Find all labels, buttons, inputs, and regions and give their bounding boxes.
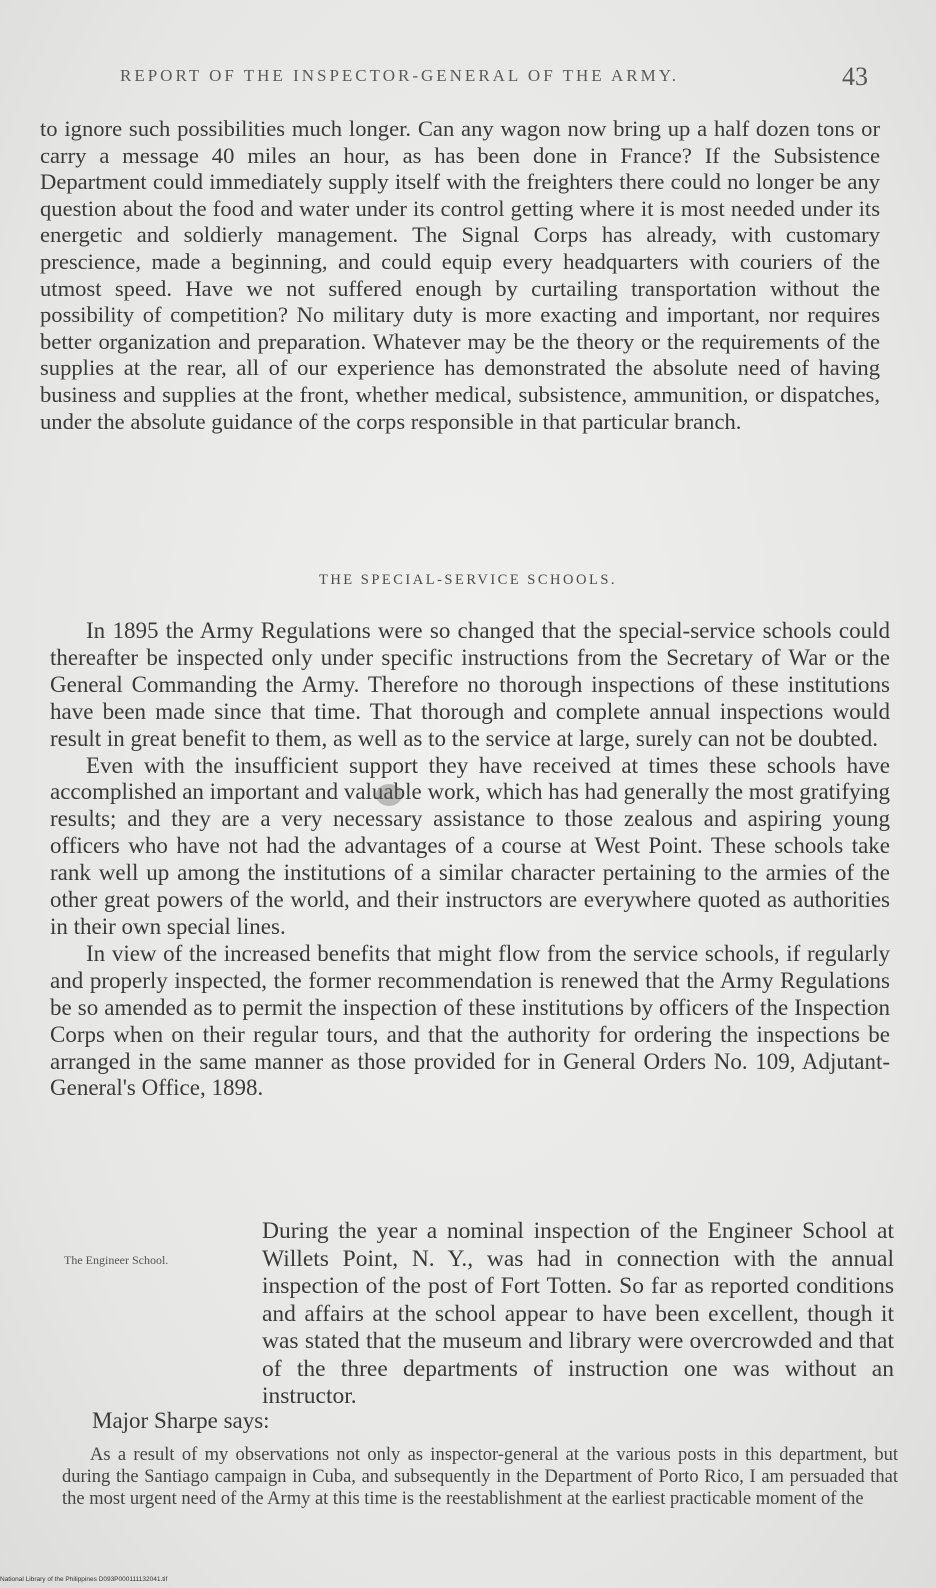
paragraph: Even with the insufficient support they have received at times these schools have accomplished an important and valuable work, which has had generally the most gratifying results; and they are a very necessary assistance to those zealous and aspiring young officers who have not had the advantages of a course at West Point. These schools take rank well up among the institutions of a similar character pertaining to the armies of the other great powers of the world, and their instructors are everywhere quoted as authorities in their own special lines. <box>50 752 890 939</box>
paragraph: During the year a nominal inspection of the Engineer School at Willets Point, N. Y., was had in connection with the annual inspection of the post of Fort Totten. So far as reported conditions and affairs at the school appear to have been excellent, though it was stated that the museum and library were overcrowded and that of the three departments of instruction one was without an instructor. <box>262 1218 894 1409</box>
paragraph: In view of the increased benefits that might flow from the service schools, if regularly and properly inspected, the former recommendation is renewed that the Army Regulations be so amended as to permit the inspection of these institutions by officers of the Inspection Corps when on their regular tours, and that the authority for ordering the inspections be arranged in the same manner as those provided for in General Orders No. 109, Adjutant-General's Office, 1898. <box>50 940 890 1101</box>
body-section-schools <box>50 618 890 1102</box>
running-header: REPORT OF THE INSPECTOR-GENERAL OF THE ARMY. <box>120 66 680 85</box>
block-quote <box>62 1444 898 1510</box>
body-section-transportation <box>40 116 880 435</box>
scan-footer: National Library of the Philippines D093P000111132041.tif <box>0 1576 168 1583</box>
page-number: 43 <box>842 62 868 91</box>
section-heading: THE SPECIAL-SERVICE SCHOOLS. <box>318 572 618 588</box>
ink-smudge <box>376 784 402 806</box>
paragraph: to ignore such possibilities much longer. Can any wagon now bring up a half dozen tons or carry a message 40 miles an hour, as has been done in France? If the Subsistence Department could immediately supply itself with the freighters there could no longer be any question about the food and water under its control getting where it is most needed under its energetic and soldierly management. The Signal Corps has already, with customary prescience, made a beginning, and could equip every headquarters with couriers of the utmost speed. Have we not suffered enough by curtailing transportation without the possibility of competition? No military duty is more exacting and important, nor requires better organization and preparation. Whatever may be the theory or the requirements of the supplies at the rear, all of our experience has demonstrated the absolute need of having business and supplies at the front, whether medical, subsistence, ammunition, or dispatches, under the absolute guidance of the corps responsible in that particular branch. <box>40 116 880 434</box>
body-section-engineer-school <box>62 1218 894 1411</box>
quote-intro: Major Sharpe says: <box>92 1408 270 1433</box>
margin-note: The Engineer School. <box>64 1253 169 1267</box>
paragraph: In 1895 the Army Regulations were so changed that the special-service schools could thereafter be inspected only under specific instructions from the Secretary of War or the General Commanding the Army. Therefore no thorough inspections of these institutions have been made since that time. That thorough and complete annual inspections would result in great benefit to them, as well as to the service at large, surely can not be doubted. <box>50 618 890 751</box>
quote-text: As a result of my observations not only as inspector-general at the various posts in this department, but during the Santiago campaign in Cuba, and subsequently in the Department of Porto Rico, I am persuaded that the most urgent need of the Army at this time is the reestablishment at the earliest practicable moment of the <box>62 1445 898 1509</box>
